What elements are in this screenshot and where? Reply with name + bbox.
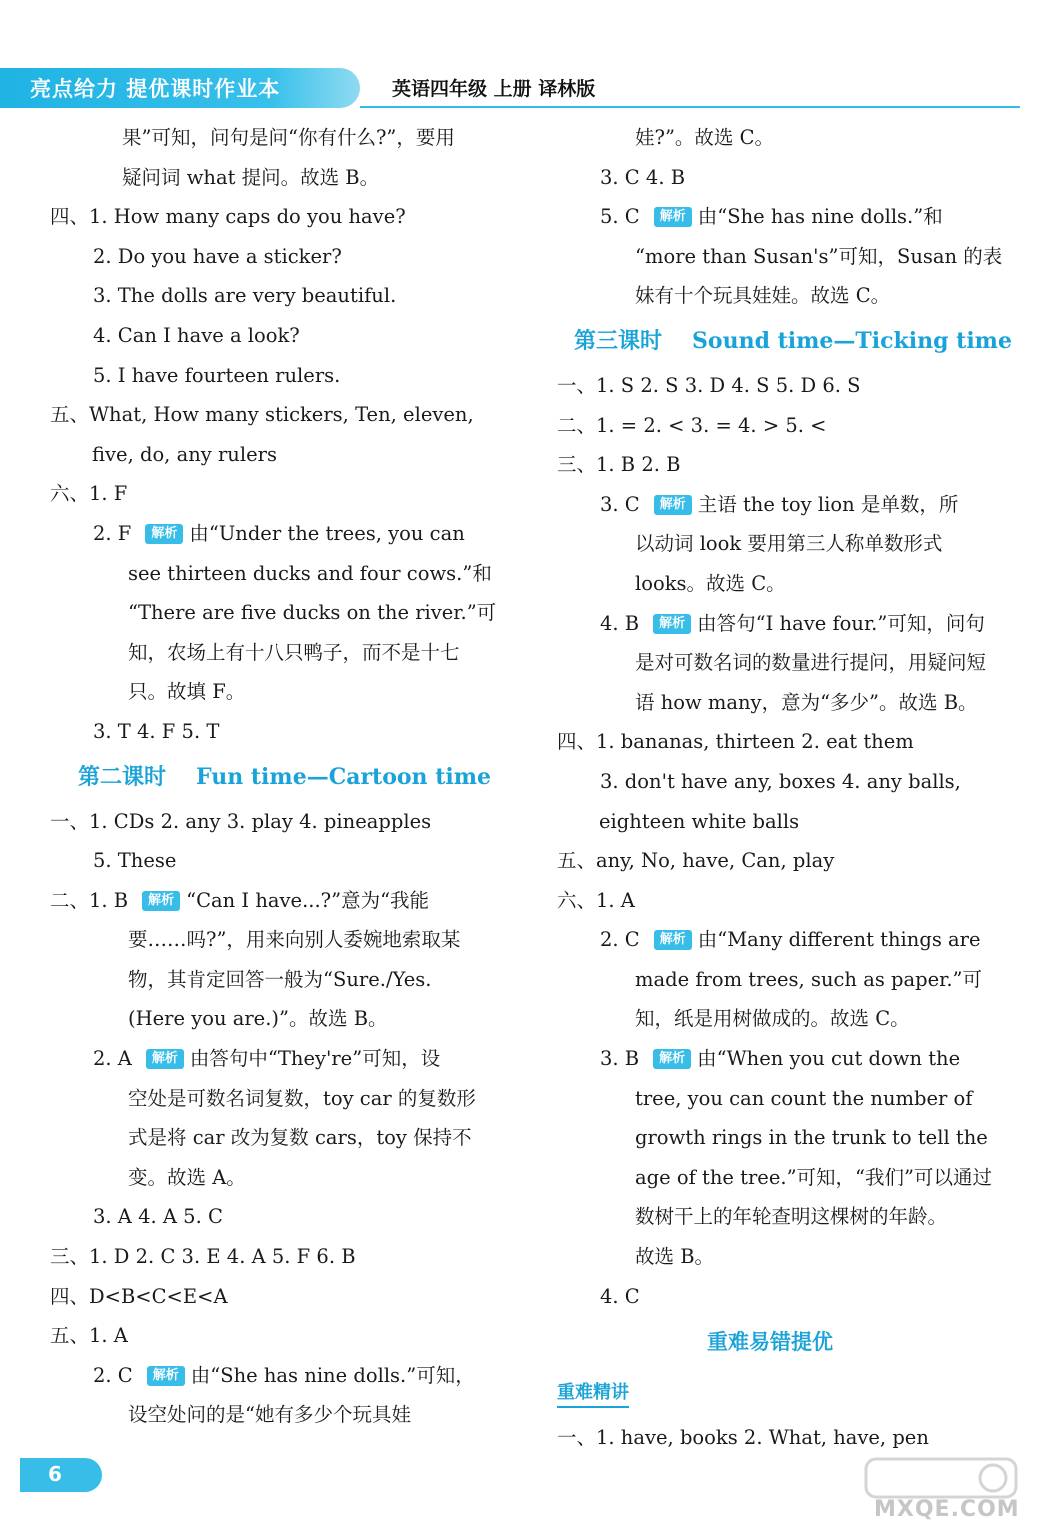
page-header [0, 68, 1044, 108]
answer-line [50, 276, 515, 316]
answer-line [557, 445, 1022, 485]
answer-line [50, 1118, 515, 1158]
answer-line [557, 1418, 1022, 1458]
answer-text: 4. Can I have a look? [93, 323, 300, 347]
answer-text: 只。故填 F。 [128, 680, 246, 704]
answers-block-4 [557, 366, 1022, 1316]
answer-line [557, 722, 1022, 762]
answer-line [557, 1158, 1022, 1198]
analysis-badge: 解析 [145, 524, 183, 544]
answer-line [557, 1237, 1022, 1277]
analysis-text: 由“When you cut down the [697, 1047, 961, 1071]
answer-line [557, 1118, 1022, 1158]
answer-line [50, 435, 515, 475]
page-number: 6 [48, 1462, 62, 1486]
watermark-text: MXQE.COM [874, 1497, 1020, 1522]
answers-block-1 [50, 118, 515, 752]
answer-line [50, 999, 515, 1039]
answer-line [557, 118, 1022, 158]
answer-line [557, 1197, 1022, 1237]
answer-text: 二、1. = 2. < 3. = 4. > 5. < [557, 413, 827, 437]
answer-line [50, 197, 515, 237]
answer-line [50, 474, 515, 514]
answer-text: 3. C [600, 492, 640, 516]
answer-line [50, 920, 515, 960]
analysis-badge: 解析 [653, 614, 691, 634]
watermark-logo [858, 1453, 1028, 1525]
answer-line [557, 485, 1022, 525]
answer-text: 二、1. B [50, 888, 129, 912]
answer-line [50, 356, 515, 396]
answer-text: 五、1. A [50, 1324, 128, 1348]
answer-text: 2. C [93, 1363, 133, 1387]
analysis-badge: 解析 [653, 1049, 691, 1069]
answer-text: 妹有十个玩具娃娃。故选 C。 [635, 284, 891, 308]
answer-text: age of the tree.”可知，“我们”可以通过 [635, 1165, 992, 1189]
answer-text: 4. B [600, 611, 640, 635]
analysis-badge: 解析 [654, 495, 692, 515]
subsection-title: 重难精讲 [557, 1378, 629, 1408]
answer-line [557, 1277, 1022, 1317]
answer-text: 三、1. D 2. C 3. E 4. A 5. F 6. B [50, 1245, 356, 1269]
answer-line [50, 1277, 515, 1317]
answer-line [557, 1039, 1022, 1079]
analysis-badge: 解析 [146, 1049, 184, 1069]
analysis-text: 由“Under the trees, you can [189, 521, 465, 545]
answer-text: 式是将 car 改为复数 cars，toy 保持不 [128, 1126, 472, 1150]
answer-line [557, 643, 1022, 683]
section-title-cn: 第二课时 [78, 763, 167, 790]
answer-line [50, 158, 515, 198]
analysis-badge: 解析 [654, 930, 692, 950]
answer-text: 2. A [93, 1047, 132, 1071]
answer-line [50, 802, 515, 842]
answer-text: “more than Susan's”可知，Susan 的表 [635, 244, 1003, 268]
analysis-text: 由“She has nine dolls.”和 [697, 205, 943, 229]
answer-line [557, 762, 1022, 802]
answers-block-3 [557, 118, 1022, 316]
answer-text: eighteen white balls [599, 809, 800, 833]
answer-line [557, 1079, 1022, 1119]
answer-text: 三、1. B 2. B [557, 453, 681, 477]
answer-text: see thirteen ducks and four cows.”和 [128, 561, 492, 585]
answer-line [50, 1237, 515, 1277]
answer-text: 以动词 look 要用第三人称单数形式 [635, 532, 943, 556]
answer-line [557, 366, 1022, 406]
answer-text: 3. A 4. A 5. C [93, 1205, 223, 1229]
answer-text: 知，农场上有十八只鸭子，而不是十七 [128, 640, 460, 664]
answer-text: tree, you can count the number of [635, 1086, 973, 1110]
analysis-text: 由答句“I have four.”可知，问句 [697, 611, 985, 635]
answer-text: 2. C [600, 928, 640, 952]
section-title-lesson-2 [50, 752, 515, 802]
analysis-badge: 解析 [147, 1366, 185, 1386]
answer-line [50, 672, 515, 712]
answer-text: 空处是可数名词复数，toy car 的复数形 [128, 1086, 476, 1110]
answer-text: 5. I have fourteen rulers. [93, 363, 341, 387]
answer-text: 四、1. How many caps do you have? [50, 205, 406, 229]
analysis-text: 由“She has nine dolls.”可知， [190, 1363, 475, 1387]
answer-text: 5. These [93, 849, 177, 873]
answer-text: 六、1. A [557, 888, 635, 912]
section-title-lesson-3 [557, 316, 1022, 366]
answer-line [50, 554, 515, 594]
header-subtitle: 英语四年级 上册 译林版 [392, 78, 596, 100]
subsection-jingjiang [557, 1368, 1022, 1418]
answer-text: 五、any, No, have, Can, play [557, 849, 835, 873]
watermark-mark-icon [858, 1453, 1028, 1503]
answer-line [557, 841, 1022, 881]
answer-text: growth rings in the trunk to tell the [635, 1126, 988, 1150]
answer-line [50, 841, 515, 881]
section-title-en: Sound time—Ticking time [692, 327, 1012, 354]
answer-text: 设空处问的是“她有多少个玩具娃 [128, 1403, 411, 1427]
answer-text: “There are five ducks on the river.”可 [128, 601, 497, 625]
answer-line [557, 802, 1022, 842]
answer-line [50, 1079, 515, 1119]
answer-line [50, 1316, 515, 1356]
analysis-text: 由答句中“They're”可知，设 [189, 1047, 441, 1071]
answer-text: 知，纸是用树做成的。故选 C。 [635, 1007, 910, 1031]
answer-text: (Here you are.)”。故选 B。 [128, 1007, 388, 1031]
answer-text: 故选 B。 [635, 1245, 715, 1269]
answer-line [557, 158, 1022, 198]
answer-line [557, 920, 1022, 960]
answer-text: five, do, any rulers [92, 442, 277, 466]
answer-text: 果”可知，问句是问“你有什么?”，要用 [122, 126, 455, 149]
analysis-badge: 解析 [142, 891, 180, 911]
answer-text: 4. C [600, 1284, 640, 1308]
answer-line [50, 1356, 515, 1396]
answer-text: 一、1. S 2. S 3. D 4. S 5. D 6. S [557, 373, 861, 397]
answer-line [50, 633, 515, 673]
answer-line [50, 1158, 515, 1198]
answer-text: 2. F [93, 521, 132, 545]
answer-text: 3. don't have any, boxes 4. any balls, [600, 769, 961, 793]
answer-line [50, 1395, 515, 1435]
answer-text: 六、1. F [50, 482, 128, 506]
answers-block-2 [50, 802, 515, 1436]
header-rule [360, 106, 1020, 108]
answers-block-5 [557, 1418, 1022, 1458]
answer-text: 五、What, How many stickers, Ten, eleven, [50, 403, 474, 427]
analysis-text: “Can I have...?”意为“我能 [186, 888, 430, 912]
answer-text: 是对可数名词的数量进行提问，用疑问短 [635, 651, 987, 675]
answer-text: 变。故选 A。 [128, 1165, 246, 1189]
answer-line [557, 999, 1022, 1039]
header-band [0, 68, 360, 108]
answer-text: 物，其肯定回答一般为“Sure./Yes. [128, 967, 432, 991]
answer-line [50, 593, 515, 633]
section-title-en: Fun time—Cartoon time [196, 763, 492, 790]
page-number-tab [20, 1458, 102, 1492]
answer-line [557, 604, 1022, 644]
answer-text: 要……吗?”，用来向别人委婉地索取某 [128, 928, 461, 952]
answer-text: 3. The dolls are very beautiful. [93, 284, 397, 308]
answer-text: 3. C 4. B [600, 165, 686, 189]
answer-line [557, 237, 1022, 277]
analysis-text: 由“Many different things are [697, 928, 981, 952]
answer-line [557, 197, 1022, 237]
answer-line [557, 960, 1022, 1000]
header-brand: 亮点给力 提优课时作业本 [30, 77, 281, 101]
answer-line [50, 960, 515, 1000]
answer-text: 3. B [600, 1047, 640, 1071]
answer-line [50, 1039, 515, 1079]
answer-line [557, 406, 1022, 446]
answer-line [50, 237, 515, 277]
left-column [50, 118, 515, 1435]
answer-text: made from trees, such as paper.”可 [635, 967, 983, 991]
answer-line [557, 683, 1022, 723]
answer-text: 语 how many，意为“多少”。故选 B。 [635, 690, 978, 714]
answer-text: 四、D<B<C<E<A [50, 1284, 228, 1308]
section-title-cn: 第三课时 [574, 327, 663, 354]
answer-text: 2. Do you have a sticker? [93, 244, 342, 268]
right-column [557, 118, 1022, 1458]
answer-line [557, 881, 1022, 921]
analysis-text: 主语 the toy lion 是单数，所 [697, 492, 959, 516]
answer-line [557, 564, 1022, 604]
answer-line [50, 881, 515, 921]
answer-text: 数树干上的年轮查明这棵树的年龄。 [635, 1205, 948, 1229]
section-title-tiyou: 重难易错提优 [707, 1330, 833, 1355]
answer-text: 四、1. bananas, thirteen 2. eat them [557, 730, 914, 754]
answer-text: 娃?”。故选 C。 [635, 126, 775, 149]
answer-line [50, 514, 515, 554]
answer-text: 一、1. have, books 2. What, have, pen [557, 1426, 929, 1450]
answer-line [50, 316, 515, 356]
answer-text: 3. T 4. F 5. T [93, 719, 220, 743]
answer-line [557, 276, 1022, 316]
answer-line [50, 118, 515, 158]
answer-line [557, 524, 1022, 564]
analysis-badge: 解析 [654, 207, 692, 227]
answer-text: 一、1. CDs 2. any 3. play 4. pineapples [50, 809, 432, 833]
answer-text: 疑问词 what 提问。故选 B。 [122, 165, 380, 189]
answer-line [50, 395, 515, 435]
answer-text: 5. C [600, 205, 640, 229]
answer-line [50, 712, 515, 752]
answer-text: looks。故选 C。 [635, 571, 786, 595]
answer-line [50, 1197, 515, 1237]
